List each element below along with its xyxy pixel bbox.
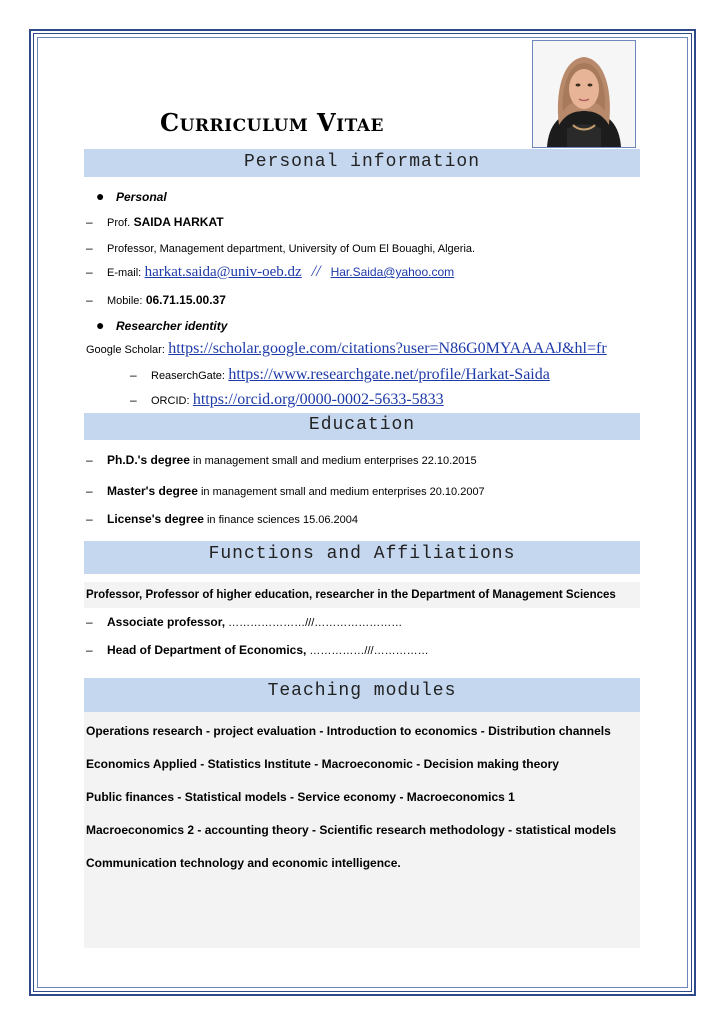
section-title: Education [308,415,416,435]
document-title: Curriculum Vitae [160,108,384,137]
degree-detail: in finance sciences 15.06.2004 [203,514,359,526]
bullet-icon: ● [96,317,105,333]
email-label: E-mail: [107,267,142,279]
section-title: Teaching modules [267,681,457,701]
degree-title: Master's degree [107,484,198,498]
degree-detail: in management small and medium enterprises 20.10.2007 [197,486,485,498]
dash-icon: – [86,615,93,629]
mobile-label: Mobile: [107,295,143,307]
dash-icon: – [86,453,93,467]
scholar-link[interactable]: https://scholar.google.com/citations?user=N86G0MYAAAAJ&hl=fr [168,340,607,357]
full-name: SAIDA HARKAT [133,215,224,229]
researchgate-link[interactable]: https://www.researchgate.net/profile/Harkat-Saida [228,366,550,383]
dash-icon: – [86,643,93,657]
position-row [86,240,475,257]
dash-icon: – [86,215,93,229]
teaching-line: Public finances - Statistical models - Service economy - Macroeconomics 1 [86,790,515,804]
profile-photo [532,40,636,148]
teaching-line: Operations research - project evaluation - Introduction to economics - Distribution channels [86,724,611,738]
teaching-line: Macroeconomics 2 - accounting theory - Scientific research methodology - statistical models [86,823,617,837]
email-link-primary[interactable]: harkat.saida@univ-oeb.dz [144,264,302,280]
function-title: Associate professor, [107,615,226,629]
dash-icon: – [86,512,93,526]
function-item [86,614,402,631]
functions-summary: Professor, Professor of higher education, researcher in the Department of Management Sciences [86,589,616,601]
name-prefix: Prof. [107,217,131,229]
position-text: Professor, Management department, University of Oum El Bouaghi, Algeria. [107,243,476,255]
personal-heading: Personal [116,190,167,204]
section-header-education [84,413,640,440]
dash-icon: – [86,241,93,255]
teaching-line: Economics Applied - Statistics Institute - Macroeconomic - Decision making theory [86,757,559,771]
section-header-functions [84,541,640,574]
scholar-row [86,341,607,358]
dash-icon: – [86,265,93,279]
scholar-label: Google Scholar: [86,344,165,356]
section-header-personal [84,149,640,177]
section-title: Functions and Affiliations [208,544,516,564]
degree-title: License's degree [107,512,204,526]
education-item [86,483,485,500]
personal-heading-row [86,188,167,205]
name-row [86,214,224,231]
mobile-row [86,292,226,309]
researchgate-row [130,367,550,384]
teaching-line: Communication technology and economic intelligence. [86,856,401,870]
section-header-teaching [84,678,640,712]
dash-icon: – [86,484,93,498]
bullet-icon: ● [96,188,105,204]
function-item [86,642,429,659]
section-title: Personal information [243,152,481,172]
researcher-heading-row [86,317,227,334]
researcher-heading: Researcher identity [116,319,228,333]
orcid-row [130,392,444,409]
dash-icon: – [130,393,137,407]
email-row [86,264,454,281]
education-item [86,511,358,528]
degree-detail: in management small and medium enterprises 22.10.2015 [189,455,477,467]
orcid-label: ORCID: [151,395,190,407]
mobile-number: 06.71.15.00.37 [145,293,226,307]
degree-title: Ph.D.'s degree [107,453,190,467]
orcid-link[interactable]: https://orcid.org/0000-0002-5633-5833 [192,391,444,408]
dash-icon: – [130,368,137,382]
education-item [86,452,477,469]
dash-icon: – [86,293,93,307]
email-link-secondary[interactable]: Har.Saida@yahoo.com [330,265,455,279]
function-detail: ……………///…………… [306,645,429,657]
function-title: Head of Department of Economics, [107,643,307,657]
function-detail: …………………///…………………… [225,617,403,629]
researchgate-label: ReaserchGate: [151,370,225,382]
email-separator: // [311,263,321,280]
